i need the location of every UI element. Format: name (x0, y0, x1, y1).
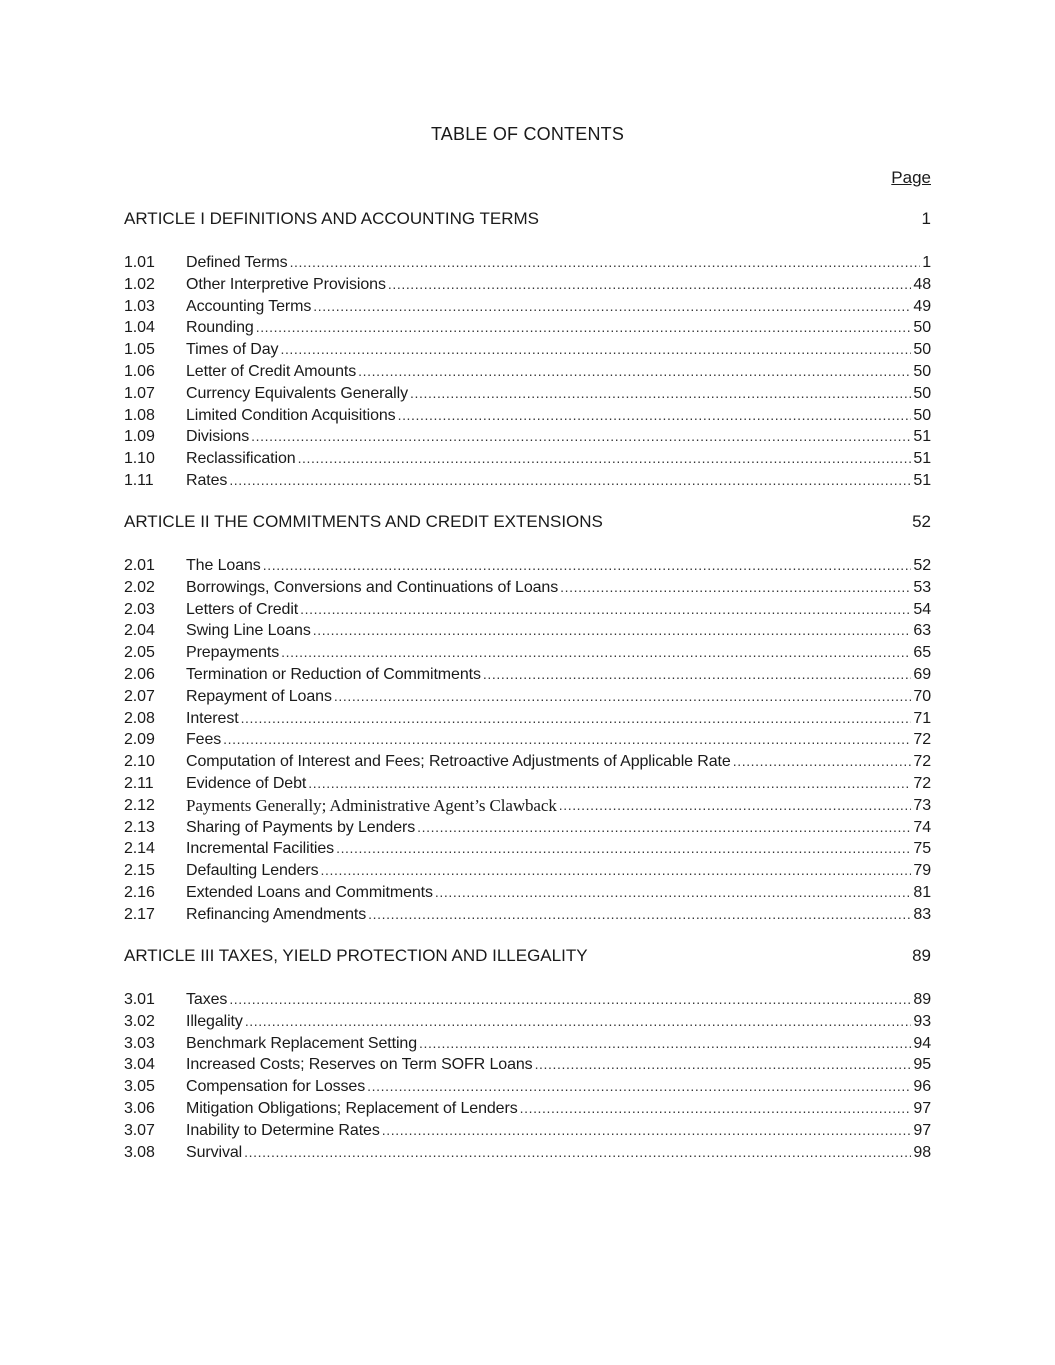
dot-leader (313, 296, 911, 318)
toc-entry[interactable] (124, 405, 931, 427)
section-page: 50 (913, 406, 931, 424)
section-number: 1.05 (124, 341, 155, 359)
toc-entry[interactable] (124, 1011, 931, 1033)
section-page: 1 (922, 254, 931, 271)
section-number: 1.08 (124, 406, 155, 424)
section-number: 1.03 (124, 297, 155, 315)
section-page: 79 (913, 862, 931, 880)
section-page: 65 (913, 644, 931, 662)
article-heading-label: ARTICLE III TAXES, YIELD PROTECTION AND ILLEGALITY (124, 946, 588, 965)
section-label: Defaulting Lenders (186, 862, 319, 880)
section-number: 3.02 (124, 1012, 155, 1030)
toc-entry[interactable] (124, 642, 931, 664)
section-page: 83 (913, 905, 931, 923)
dot-leader (308, 773, 911, 795)
toc-entry[interactable] (124, 989, 931, 1011)
section-number: 3.08 (124, 1143, 155, 1161)
section-label: Other Interpretive Provisions (186, 275, 386, 293)
section-label: Rates (186, 471, 228, 489)
section-number: 2.02 (124, 578, 155, 596)
toc-entry[interactable] (124, 383, 931, 405)
section-number: 2.01 (124, 557, 155, 574)
toc-entry[interactable] (124, 838, 931, 860)
section-page: 74 (913, 818, 931, 836)
section-number: 2.13 (124, 818, 155, 836)
section-label: Payments Generally; Administrative Agent’s Clawback (186, 795, 557, 815)
section-number: 3.05 (124, 1078, 155, 1096)
section-page: 50 (913, 319, 931, 337)
section-number: 2.09 (124, 731, 155, 749)
section-page: 95 (913, 1056, 931, 1074)
dot-leader (223, 729, 911, 751)
dot-leader (241, 708, 912, 730)
section-label: Benchmark Replacement Setting (186, 1034, 417, 1052)
dot-leader (229, 470, 911, 492)
toc-entry[interactable] (124, 426, 931, 448)
section-page: 93 (913, 1012, 931, 1030)
dot-leader (382, 1120, 912, 1142)
toc-entry[interactable] (124, 599, 931, 621)
section-label: Increased Costs; Reserves on Term SOFR Loans (186, 1056, 533, 1074)
section-number: 2.03 (124, 600, 155, 618)
section-label: Defined Terms (186, 254, 288, 271)
section-number: 1.09 (124, 428, 155, 446)
section-number: 2.07 (124, 687, 155, 705)
section-label: Incremental Facilities (186, 840, 335, 858)
dot-leader (398, 405, 912, 427)
section-page: 50 (913, 362, 931, 380)
section-label: Reclassification (186, 450, 296, 468)
section-number: 2.06 (124, 665, 155, 683)
section-page: 97 (913, 1121, 931, 1139)
toc-entry[interactable] (124, 664, 931, 686)
section-label: Prepayments (186, 644, 280, 662)
toc-entry[interactable] (124, 729, 931, 751)
section-page: 72 (913, 753, 931, 771)
section-label: Compensation for Losses (186, 1078, 366, 1096)
section-page: 52 (913, 557, 931, 574)
dot-leader (419, 1033, 911, 1055)
toc-entry[interactable] (124, 795, 931, 817)
section-number: 3.04 (124, 1056, 155, 1074)
section-number: 2.14 (124, 840, 155, 858)
section-label: Accounting Terms (186, 297, 312, 315)
section-label: Interest (186, 709, 239, 727)
dot-leader (368, 904, 911, 926)
toc-entry[interactable] (124, 620, 931, 642)
toc-entry[interactable] (124, 577, 931, 599)
section-page: 51 (913, 428, 931, 446)
section-number: 3.06 (124, 1099, 155, 1117)
dot-leader (417, 817, 911, 839)
section-number: 2.11 (124, 774, 154, 792)
article-heading-label: ARTICLE I DEFINITIONS AND ACCOUNTING TERMS (124, 209, 539, 228)
section-number: 3.03 (124, 1034, 155, 1052)
section-number: 1.10 (124, 450, 155, 468)
dot-leader (560, 577, 911, 599)
dot-leader (300, 599, 911, 621)
toc-entry[interactable] (124, 882, 931, 904)
section-number: 1.07 (124, 384, 155, 402)
section-page: 71 (913, 709, 931, 727)
section-number: 3.07 (124, 1121, 155, 1139)
toc-entry[interactable] (124, 252, 931, 274)
section-number: 3.01 (124, 991, 155, 1008)
toc-entry[interactable] (124, 686, 931, 708)
toc-entry[interactable] (124, 1033, 931, 1055)
dot-leader (334, 686, 912, 708)
section-page: 69 (913, 665, 931, 683)
toc-entry[interactable] (124, 860, 931, 882)
section-label: Times of Day (186, 341, 279, 359)
section-number: 2.04 (124, 622, 155, 640)
dot-leader (313, 620, 912, 642)
section-page: 89 (913, 991, 931, 1008)
section-label: Survival (186, 1143, 243, 1161)
toc-entry[interactable] (124, 817, 931, 839)
section-page: 54 (913, 600, 931, 618)
section-label: Sharing of Payments by Lenders (186, 818, 416, 836)
dot-leader (520, 1098, 912, 1120)
section-label: Divisions (186, 428, 250, 446)
dot-leader (388, 274, 912, 296)
toc-entry[interactable] (124, 708, 931, 730)
section-number: 1.04 (124, 319, 155, 337)
article-heading-label: ARTICLE II THE COMMITMENTS AND CREDIT EXTENSIONS (124, 512, 603, 531)
section-label: Taxes (186, 991, 228, 1008)
section-number: 1.02 (124, 275, 155, 293)
toc-entry[interactable] (124, 296, 931, 318)
toc-entry[interactable] (124, 751, 931, 773)
dot-leader (336, 838, 911, 860)
section-page: 81 (913, 883, 931, 901)
section-number: 2.05 (124, 644, 155, 662)
section-page: 50 (913, 341, 931, 359)
toc-entry[interactable] (124, 904, 931, 926)
section-number: 2.08 (124, 709, 155, 727)
section-number: 2.12 (124, 796, 155, 814)
dot-leader (281, 642, 911, 664)
article-heading[interactable] (124, 209, 931, 231)
section-number: 2.15 (124, 862, 155, 880)
section-number: 2.17 (124, 905, 155, 923)
section-page: 73 (913, 796, 931, 814)
toc-entry[interactable] (124, 470, 931, 492)
section-number: 1.06 (124, 362, 155, 380)
dot-leader (244, 1142, 911, 1164)
section-number: 1.11 (124, 471, 154, 489)
section-label: Extended Loans and Commitments (186, 883, 433, 901)
section-page: 98 (913, 1143, 931, 1161)
dot-leader (410, 383, 911, 405)
section-number: 2.16 (124, 883, 155, 901)
section-page: 49 (913, 297, 931, 315)
section-label: Mitigation Obligations; Replacement of Lenders (186, 1099, 518, 1117)
section-page: 94 (913, 1034, 931, 1052)
dot-leader (559, 795, 912, 817)
toc-entry[interactable] (124, 773, 931, 795)
toc-entry[interactable] (124, 339, 931, 361)
section-page: 97 (913, 1099, 931, 1117)
section-label: The Loans (186, 557, 261, 574)
section-label: Illegality (186, 1012, 243, 1030)
toc-entry[interactable] (124, 1142, 931, 1164)
article-heading[interactable] (124, 512, 931, 534)
dot-leader (298, 448, 912, 470)
dot-leader (733, 751, 912, 773)
section-page: 72 (913, 774, 931, 792)
toc-entry[interactable] (124, 361, 931, 383)
section-label: Swing Line Loans (186, 622, 311, 640)
section-label: Evidence of Debt (186, 774, 307, 792)
toc-entry[interactable] (124, 1120, 931, 1142)
section-number: 1.01 (124, 254, 155, 271)
section-label: Borrowings, Conversions and Continuations of Loans (186, 578, 559, 596)
section-page: 51 (913, 450, 931, 468)
dot-leader (256, 317, 912, 339)
section-label: Letter of Credit Amounts (186, 362, 357, 380)
section-page: 51 (913, 471, 931, 489)
section-label: Fees (186, 731, 222, 749)
dot-leader (280, 339, 911, 361)
section-page: 75 (913, 840, 931, 858)
section-label: Limited Condition Acquisitions (186, 406, 396, 424)
section-label: Refinancing Amendments (186, 905, 367, 923)
dot-leader (435, 882, 911, 904)
section-list (124, 989, 931, 1163)
section-page: 63 (913, 622, 931, 640)
section-label: Termination or Reduction of Commitments (186, 665, 481, 683)
toc-entry[interactable] (124, 1054, 931, 1076)
dot-leader (535, 1054, 912, 1076)
dot-leader (245, 1011, 912, 1033)
section-label: Currency Equivalents Generally (186, 384, 408, 402)
toc-entry[interactable] (124, 274, 931, 296)
section-page: 72 (913, 731, 931, 749)
toc-entry[interactable] (124, 1076, 931, 1098)
dot-leader (358, 361, 911, 383)
section-label: Computation of Interest and Fees; Retroactive Adjustments of Applicable Rate (186, 753, 731, 771)
toc-entry[interactable] (124, 555, 931, 577)
section-label: Letters of Credit (186, 600, 299, 618)
toc-entry[interactable] (124, 448, 931, 470)
section-page: 96 (913, 1078, 931, 1096)
section-label: Repayment of Loans (186, 687, 332, 705)
page-column-header: Page (891, 168, 931, 187)
dot-leader (483, 664, 912, 686)
dot-leader (263, 555, 912, 577)
section-list (124, 252, 931, 492)
dot-leader (290, 252, 921, 274)
article-heading-page: 89 (912, 946, 931, 965)
article-heading[interactable] (124, 946, 931, 968)
dot-leader (229, 989, 911, 1011)
dot-leader (321, 860, 912, 882)
document-title: TABLE OF CONTENTS (430, 124, 625, 144)
toc-entry[interactable] (124, 1098, 931, 1120)
dot-leader (251, 426, 911, 448)
article-heading-page: 52 (912, 512, 931, 531)
section-page: 53 (913, 578, 931, 596)
article-heading-page: 1 (921, 209, 931, 228)
toc-entry[interactable] (124, 317, 931, 339)
section-page: 48 (913, 275, 931, 293)
section-number: 2.10 (124, 753, 155, 771)
section-label: Inability to Determine Rates (186, 1121, 380, 1139)
section-list (124, 555, 931, 926)
dot-leader (367, 1076, 911, 1098)
section-page: 50 (913, 384, 931, 402)
section-page: 70 (913, 687, 931, 705)
section-label: Rounding (186, 319, 254, 337)
